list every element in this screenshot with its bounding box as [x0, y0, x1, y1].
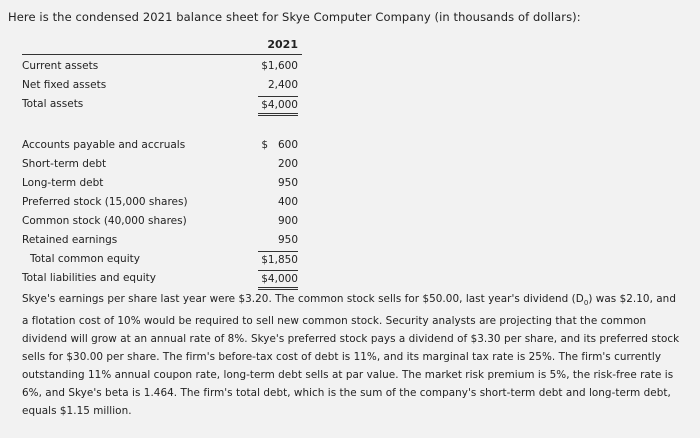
row-label: Current assets — [22, 60, 99, 72]
row-label: Preferred stock (15,000 shares) — [22, 196, 188, 208]
row-value: 900 — [277, 215, 298, 227]
row-label: Total common equity — [30, 253, 140, 265]
table-row — [22, 76, 302, 95]
row-label: Common stock (40,000 shares) — [22, 215, 187, 227]
table-row — [22, 57, 302, 76]
row-value: 950 — [277, 177, 298, 189]
row-value: 600 — [277, 139, 298, 151]
row-label: Retained earnings — [22, 234, 118, 246]
table-row — [22, 174, 302, 193]
dollar-sign: $ — [261, 139, 268, 151]
row-label: Short-term debt — [22, 158, 107, 170]
table-row — [22, 95, 302, 114]
subscript-zero: 0 — [583, 299, 589, 308]
row-label: Total liabilities and equity — [22, 272, 156, 284]
paragraph-part-2: ) was $2.10, and a flotation cost of 10% would be required to sell new common stock. Security analysts are projecting that the common dividend will grow at an annual rate of 8%. Skye's preferred stock pays a dividend of $3.30 per share, and its preferred stock sells for $30.00 per share. The firm's before-tax cost of debt is 11%, and its marginal tax rate is 25%. The firm's currently outstanding 11% annual coupon rate, long-term debt sells at par value. The market risk premium is 5%, the risk-free rate is 6%, and Skye's beta is 1.464. The firm's total debt, which is the sum of the company's short-term debt and long-term debt, equals $1.15 million. — [22, 293, 680, 418]
table-row — [22, 193, 302, 212]
table-row — [22, 212, 302, 231]
row-value: 2,400 — [267, 79, 298, 91]
row-label: Long-term debt — [22, 177, 104, 189]
balance-sheet-table — [22, 38, 302, 288]
row-label: Accounts payable and accruals — [22, 139, 186, 151]
row-value: $4,000 — [258, 270, 298, 290]
table-row — [22, 136, 302, 155]
year-header: 2021 — [267, 38, 298, 51]
intro-text: Here is the condensed 2021 balance sheet for Skye Computer Company (in thousands of dollars): — [8, 10, 581, 24]
table-row — [22, 269, 302, 288]
table-row — [22, 155, 302, 174]
row-value: $1,850 — [258, 251, 298, 268]
row-value: 400 — [277, 196, 298, 208]
problem-paragraph — [22, 290, 682, 420]
table-row — [22, 231, 302, 250]
table-row — [22, 250, 302, 269]
row-value: 950 — [277, 234, 298, 246]
row-label: Total assets — [22, 98, 84, 110]
row-value: 200 — [277, 158, 298, 170]
row-value: $1,600 — [261, 60, 298, 72]
row-value: $4,000 — [258, 96, 298, 116]
row-label: Net fixed assets — [22, 79, 107, 91]
table-header — [22, 38, 302, 55]
paragraph-part-1: Skye's earnings per share last year were $3.20. The common stock sells for $50.00, last year's dividend (D — [22, 293, 584, 305]
